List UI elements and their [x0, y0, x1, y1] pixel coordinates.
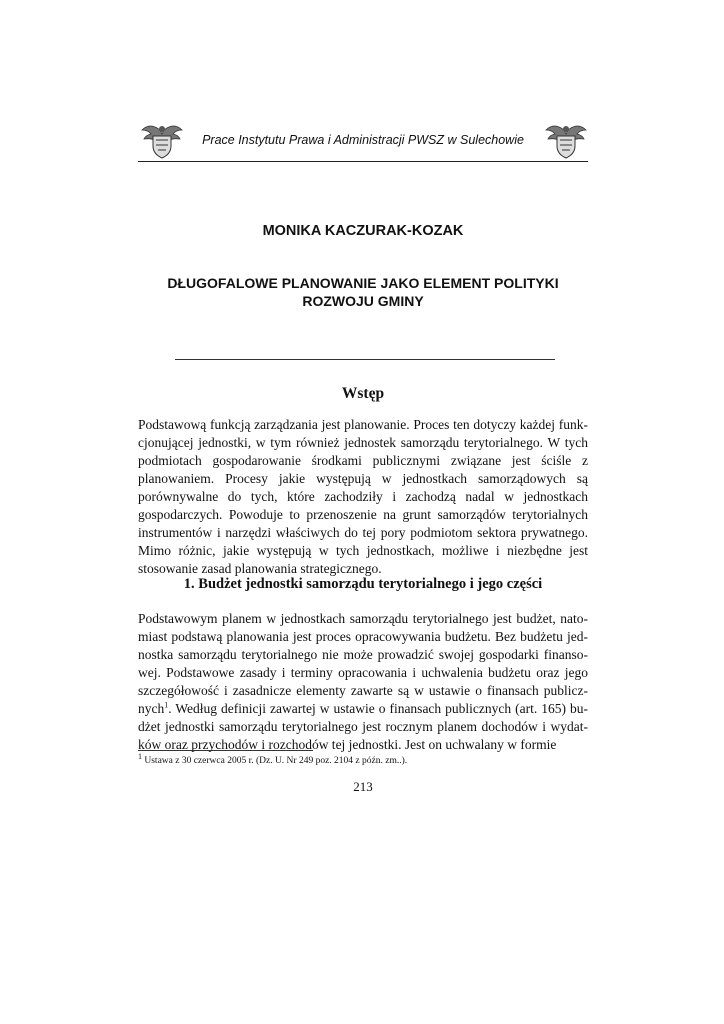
running-header [138, 118, 588, 162]
article-title-line-1: DŁUGOFALOWE PLANOWANIE JAKO ELEMENT POLITYKI [167, 275, 559, 291]
paragraph-text: Podstawowym planem w jednostkach samorządu terytorialnego jest budżet, natomiast podstawą planowania jest proces opracowywania budżetu. Bez budżetu jednostka samorządu terytorialnego nie może prowadzić swojej gospodarki finansowej. Podstawowe zasady i terminy opracowania i uchwalenia budżetu oraz jego szczegółowość i zasadnicze elementy zawarte są w ustawie o finansach publicznych [138, 611, 588, 716]
eagle-emblem-icon [544, 118, 588, 160]
section-1-heading: 1. Budżet jednostki samorządu terytorialnego i jego części [183, 576, 543, 592]
header-rule [138, 161, 588, 162]
author-name: MONIKA KACZURAK-KOZAK [262, 223, 464, 239]
paragraph-text: . Według definicji zawartej w ustawie o finansach publicznych (art. 165) budżet jednostki samorządu terytorialnego jest rocznym planem dochodów i wydatków oraz przychodów i rozchodów tej jednostki. Jest on uchwalany w formie [138, 701, 588, 752]
footnote-text: Ustawa z 30 czerwca 2005 r. (Dz. U. Nr 249 poz. 2104 z późn. zm..). [142, 756, 408, 766]
section-divider [175, 359, 555, 360]
intro-paragraph: Podstawową funkcją zarządzania jest planowanie. Proces ten dotyczy każdej funkcjonującej jednostki, w tym również jednostek samorządu terytorialnego. W tych podmiotach gospodarowanie środkami publicznymi związane jest ściśle z planowaniem. Procesy jakie występują w jednostkach samorządowych są porównywalne do tych, które zachodziły i zachodzą nadal w jednostkach gospodarczych. Powoduje to przenoszenie na grunt samorządów terytorialnych instrumentów i narzędzi właściwych do tej pory podmiotom sektora prywatnego. Mimo różnic, jakie występują w tych jednostkach, możliwe i niezbędne jest stosowanie zasad planowania strategicznego. [138, 417, 588, 576]
footnote [138, 751, 588, 767]
journal-title: Prace Instytutu Prawa i Administracji PWSZ w Sulechowie [202, 133, 524, 147]
article-title-line-2: ROZWOJU GMINY [302, 293, 424, 309]
section-1-paragraph [138, 610, 588, 754]
footnote-number: 1 [138, 751, 142, 761]
article-title [138, 274, 588, 310]
footnote-rule [138, 750, 313, 751]
page-number: 213 [353, 779, 373, 794]
footnote-reference: 1 [164, 700, 169, 710]
intro-heading: Wstęp [341, 385, 385, 402]
eagle-emblem-icon [140, 118, 184, 160]
